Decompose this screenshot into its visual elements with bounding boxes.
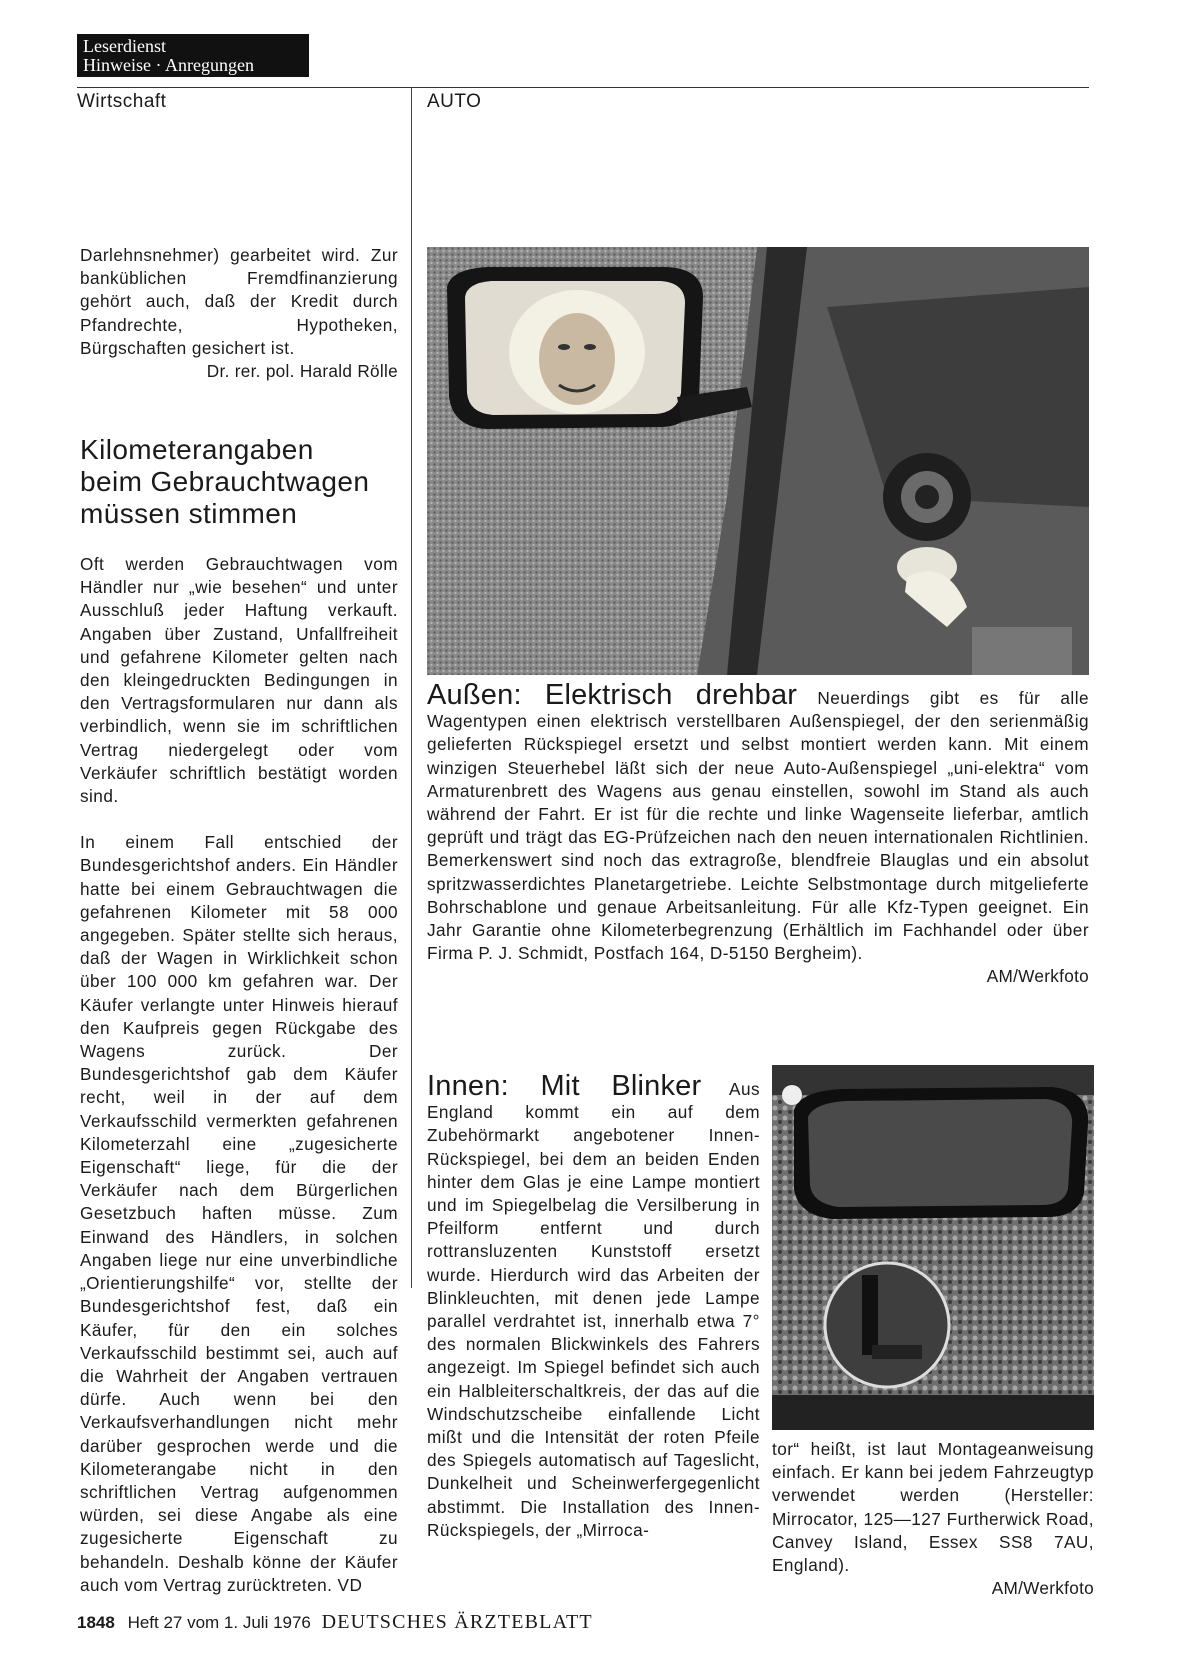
intro-text: Darlehnsnehmer) gearbeitet wird. Zur banküblichen Fremdfinanzierung gehört auch, daß der Kredit durch Pfandrechte, Hypotheken, Bürgschaften gesichert ist. xyxy=(80,245,398,358)
interior-mirror-photo xyxy=(772,1065,1094,1430)
headline-line-3: müssen stimmen xyxy=(80,498,298,529)
article-exterior-credit: AM/Werkfoto xyxy=(986,966,1089,987)
article-interior-text: Aus England kommt ein auf dem Zubehörmarkt angebotener Innen-Rückspiegel, bei dem an beiden Enden hinter dem Glas je eine Lampe montiert und im Spiegelbelag die Versilberung in Pfeilform entfernt und durch rottransluzenten Kunststoff ersetzt wurde. Hierdurch wird das Arbeiten der Blinkleuchten, mit denen jede Lampe parallel verdrahtet ist, innerhalb etwa 7° des normalen Blickwinkels des Fahrers angezeigt. Im Spiegel befindet sich auch ein Halbleiterschaltkreis, der das auf die Windschutzscheibe einfallende Licht mißt und die Intensität der roten Pfeile des Spiegels automatisch auf Tageslicht, Dunkelheit und Scheinwerfergegenlicht abstimmt. Die Installation des Innen-Rückspiegels, der „Mirroca- xyxy=(427,1079,760,1540)
article-interior-credit: AM/Werkfoto xyxy=(991,1578,1094,1599)
page-footer xyxy=(77,1611,593,1634)
photo-interior-mirror xyxy=(772,1065,1094,1430)
exterior-mirror-photo xyxy=(427,247,1089,675)
section-left-title: Wirtschaft xyxy=(77,91,167,112)
issue-info: Heft 27 vom 1. Juli 1976 xyxy=(127,1613,311,1632)
headline-line-1: Kilometerangaben xyxy=(80,434,314,465)
article-interior-continued xyxy=(772,1438,1094,1600)
section-right-title: AUTO xyxy=(427,91,482,112)
left-intro xyxy=(80,244,398,383)
article-interior-headline: Innen: Mit Blinker xyxy=(427,1070,702,1102)
label-line-2: Hinweise · Anregungen xyxy=(83,55,254,75)
left-headline xyxy=(80,434,410,530)
article-exterior xyxy=(427,679,1089,988)
headline-line-2: beim Gebrauchtwagen xyxy=(80,466,370,497)
article-exterior-body xyxy=(427,679,1089,965)
intro-author: Dr. rer. pol. Harald Rölle xyxy=(206,361,398,382)
masthead: DEUTSCHES ÄRZTEBLATT xyxy=(321,1611,593,1633)
header-rule xyxy=(77,87,1089,88)
left-body xyxy=(80,553,398,1597)
article-exterior-text: Neuerdings gibt es für alle Wagentypen einen elektrisch verstellbaren Außenspiegel, der den serienmäßig gelieferten Rückspiegel ersetzt und selbst montiert werden kann. Mit einem winzigen Steuerhebel läßt sich der neue Auto-Außenspiegel „uni-elektra“ vom Armaturenbrett des Wagens aus genau einstellen, sowohl im Stand als auch während der Fahrt. Er ist für die rechte und linke Wagenseite lieferbar, amtlich geprüft und trägt das EG-Prüfzeichen nach den neuen internationalen Richtlinien. Bemerkenswert sind noch das extragroße, blendfreie Blauglas und ein absolut spritzwasserdichtes Planetargetriebe. Leichte Selbstmontage durch mitgelieferte Bohrschablone und genaue Arbeitsanleitung. Für alle Kfz-Typen geeignet. Ein Jahr Garantie ohne Kilometerbegrenzung (Erhältlich im Fachhandel oder über Firma P. J. Schmidt, Postfach 164, D-5150 Bergheim). xyxy=(427,688,1089,964)
paragraph-2: In einem Fall entschied der Bundesgerichtshof anders. Ein Händler hatte bei einem Gebrauchtwagen die gefahrenen Kilometer mit 58 000 angegeben. Später stellte sich heraus, daß der Wagen in Wirklichkeit schon über 100 000 km gefahren war. Der Käufer verlangte unter Hinweis hierauf den Kaufpreis gegen Rückgabe des Wagens zurück. Der Bundesgerichtshof gab dem Käufer recht, weil in der auf dem Verkaufsschild vermerkten gefahrenen Kilometerzahl eine „zugesicherte Eigenschaft“ liege, für die der Verkäufer nach dem Bürgerlichen Gesetzbuch haften müsse. Zum Einwand des Händlers, in solchen Angaben liege nur eine unverbindliche „Orientierungshilfe“ vor, stellte der Bundesgerichtshof fest, daß ein Käufer, für den ein solches Verkaufsschild bestimmt sei, auch auf die Wahrheit der Angaben vertrauen dürfe. Auch wenn bei den Verkaufsverhandlungen nicht mehr darüber gesprochen werde und die Kilometerangabe nicht in den schriftlichen Vertrag aufgenommen würden, sei diese Angabe als eine zugesicherte Eigenschaft zu behandeln. Deshalb könne der Käufer auch vom Vertrag zurücktreten. VD xyxy=(80,832,398,1595)
label-line-1: Leserdienst xyxy=(83,36,166,56)
article-interior xyxy=(427,1070,760,1542)
page-number: 1848 xyxy=(77,1613,115,1632)
column-divider xyxy=(411,88,412,1288)
article-exterior-headline: Außen: Elektrisch drehbar xyxy=(427,679,798,711)
article-interior-text-continued: tor“ heißt, ist laut Montageanweisung einfach. Er kann bei jedem Fahrzeugtyp verwendet werden (Hersteller: Mirrocator, 125—127 Furtherwick Road, Canvey Island, Essex SS8 7AU, England). xyxy=(772,1439,1094,1576)
paragraph-1: Oft werden Gebrauchtwagen vom Händler nur „wie besehen“ und unter Ausschluß jeder Haftung verkauft. Angaben über Zustand, Unfallfreiheit und gefahrene Kilometer gelten nach den kleingedruckten Bedingungen in den Vertragsformularen nur dann als verbindlich, wenn sie im schriftlichen Vertrag niedergelegt oder vom Verkäufer schriftlich bestätigt worden sind. xyxy=(80,554,398,807)
article-interior-body xyxy=(427,1070,760,1542)
section-label-box xyxy=(77,34,309,77)
photo-exterior-mirror xyxy=(427,247,1089,675)
